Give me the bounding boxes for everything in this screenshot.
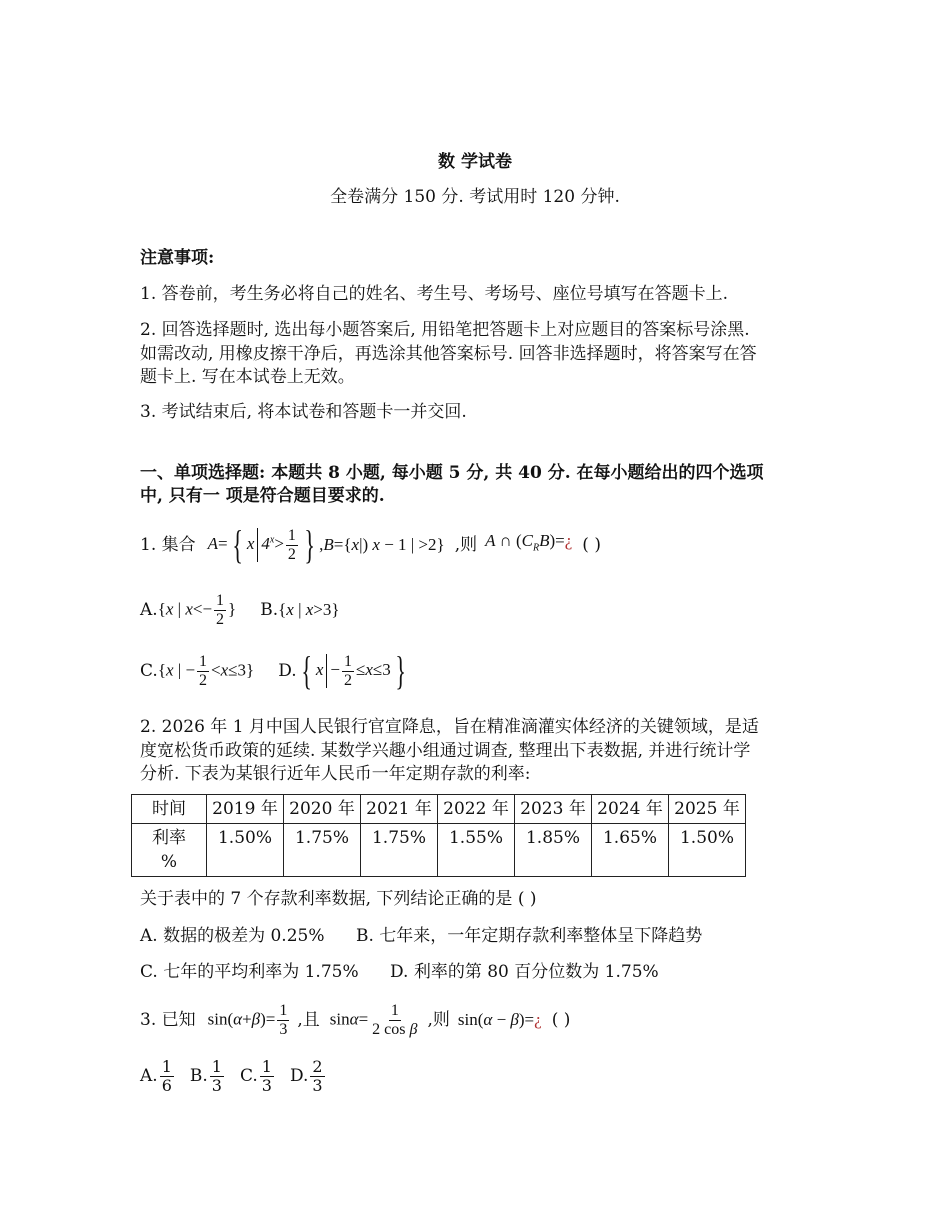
table-header-cell: 2020 年 [284, 795, 361, 824]
q1-option-a-label: A. [140, 600, 158, 620]
q3-option-b-value: $\frac{1}{3}$ [211, 1056, 222, 1095]
q3-option-c-label: C. [239, 1066, 258, 1086]
q3-option-a-value: $\frac{1}{6}$ [161, 1056, 172, 1095]
notice-item-2-cont: 如需改动, 用橡皮擦干净后，再选涂其他答案标号. 回答非选择题时，将答案写在答 [140, 344, 757, 364]
notice-heading: 注意事项: [140, 248, 215, 268]
section-heading-line1: 一、单项选择题: 本题共 8 小题, 每小题 5 分, 共 40 分. 在每小题给出的四个选项 [140, 463, 764, 483]
q3-answer-bracket: ( ) [551, 1010, 571, 1030]
table-header-cell: 2021 年 [361, 795, 438, 824]
notice-item-2-cont2: 题卡上. 写在本试卷上无效。 [140, 367, 355, 387]
question-1 [140, 522, 601, 568]
q3-and: ,且 [297, 1010, 320, 1030]
q2-line-3: 分析. 下表为某银行近年人民币一年定期存款的利率: [140, 764, 531, 784]
table-header-cell: 2023 年 [515, 795, 592, 824]
table-cell: 1.50% [669, 824, 746, 877]
q1-option-b-value: {x | x>3} [278, 600, 340, 619]
q3-option-d-label: D. [289, 1066, 309, 1086]
q3-then: ,则 [427, 1010, 450, 1030]
q3-expression: sin(α − β)=¿ [457, 1010, 542, 1029]
table-cell: 1.55% [438, 824, 515, 877]
q1-option-a-value: {x | x<− $\frac{1}{2}$ } [157, 591, 237, 628]
q1-option-d-label: D. [278, 661, 297, 681]
q2-option-b: B. 七年来，一年定期存款利率整体呈下降趋势 [356, 926, 703, 946]
notice-item-3: 3. 考试结束后, 将本试卷和答题卡一并交回. [140, 402, 467, 422]
q3-option-d-value: $\frac{2}{3}$ [312, 1056, 323, 1095]
q2-stem: 关于表中的 7 个存款利率数据, 下列结论正确的是 ( ) [140, 889, 537, 909]
q1-option-c-value: {x | − $\frac{1}{2}$ <x≤3} [157, 652, 255, 689]
table-cell: 1.75% [361, 824, 438, 877]
q3-prefix: 3. 已知 [140, 1010, 196, 1030]
q2-option-d: D. 利率的第 80 百分位数为 1.75% [390, 962, 659, 982]
table-header-cell: 2022 年 [438, 795, 515, 824]
table-row [132, 824, 746, 877]
row-label-rate: 利率 [152, 828, 186, 848]
table-row-label [132, 824, 207, 877]
table-cell: 1.50% [207, 824, 284, 877]
notice-item-2: 2. 回答选择题时, 选出每小题答案后, 用铅笔把答题卡上对应题目的答案标号涂黑. [140, 320, 750, 340]
q1-expression: A ∩ $(C_RB)=¿$ [485, 531, 573, 554]
exam-subtitle: 全卷满分 150 分. 考试用时 120 分钟. [330, 187, 620, 207]
q1-option-d-value: { x − $\frac{1}{2}$ ≤x≤3 } [300, 648, 406, 693]
q1-answer-bracket: ( ) [582, 535, 601, 555]
table-header-cell: 2025 年 [669, 795, 746, 824]
notice-item-1: 1. 答卷前，考生务必将自己的姓名、考生号、考场号、座位号填写在答题卡上. [140, 284, 729, 304]
table-cell: 1.65% [592, 824, 669, 877]
table-header-cell: 2024 年 [592, 795, 669, 824]
table-header-cell: 时间 [132, 795, 207, 824]
table-header-cell: 2019 年 [207, 795, 284, 824]
q3-option-b-label: B. [189, 1066, 208, 1086]
exam-title: 数 学试卷 [438, 152, 512, 172]
q1-option-b-label: B. [260, 600, 279, 620]
q3-given-1: sin(α+β)= $\frac{1}{3}$ [207, 1001, 288, 1038]
row-label-percent: % [160, 852, 178, 872]
q3-option-a-label: A. [140, 1066, 158, 1086]
q1-prefix: 1. 集合 [140, 535, 196, 555]
q1-option-c-label: C. [140, 661, 158, 681]
q3-option-c-value: $\frac{1}{3}$ [261, 1056, 272, 1095]
q3-given-2: sinα= $\frac{1}{\text{2 cos β}}$ [329, 1001, 418, 1038]
table-header-row [132, 795, 746, 824]
q2-line-2: 度宽松货币政策的延续. 某数学兴趣小组通过调查, 整理出下表数据, 并进行统计学 [140, 741, 751, 761]
interest-rate-table [131, 794, 746, 877]
table-cell: 1.75% [284, 824, 361, 877]
q1-set-b: ,B={x|) x − 1 | >2} [319, 535, 445, 554]
q2-option-a: A. 数据的极差为 0.25% [140, 926, 325, 946]
table-cell: 1.85% [515, 824, 592, 877]
q2-line-1: 2. 2026 年 1 月中国人民银行官宣降息，旨在精准滴灌实体经济的关键领域，是适 [140, 717, 759, 737]
q1-options-cd [140, 648, 410, 694]
question-3 [140, 997, 570, 1043]
q1-set-a: A= { x $4^x>$ $\frac{1}{2}$ } [207, 522, 315, 567]
section-heading-line2: 中, 只有一 项是符合题目要求的. [140, 486, 385, 506]
q1-then: ,则 [454, 535, 478, 555]
q3-options [140, 1055, 327, 1097]
q2-option-c: C. 七年的平均利率为 1.75% [140, 962, 359, 982]
q1-options-ab [140, 590, 340, 630]
